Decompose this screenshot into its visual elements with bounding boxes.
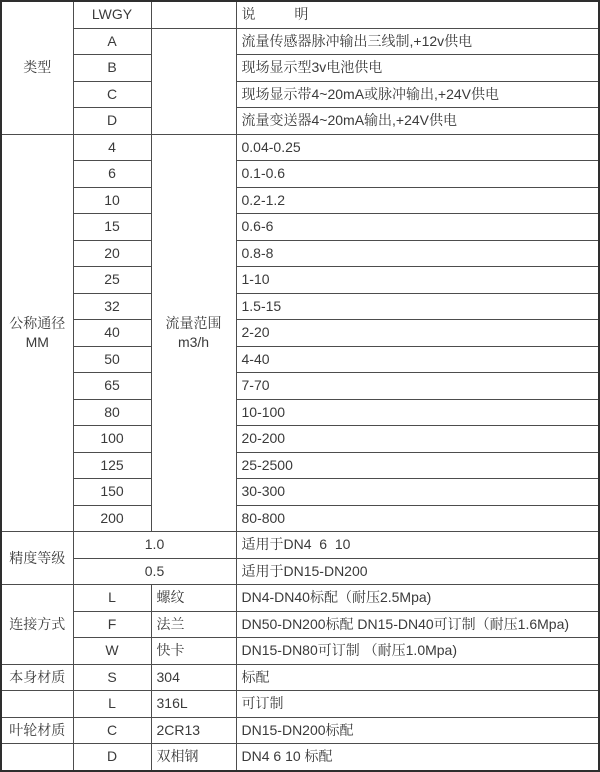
table-row — [1, 28, 599, 55]
table-row — [1, 532, 599, 559]
table-row — [1, 214, 599, 241]
dn-size-cell: 150 — [73, 479, 151, 506]
dn-size-cell: 80 — [73, 399, 151, 426]
table-row — [1, 426, 599, 453]
connection-code-cell: W — [73, 638, 151, 665]
flow-range-cell: 20-200 — [236, 426, 599, 453]
accuracy-grade-cell: 0.5 — [73, 558, 236, 585]
dn-size-cell: 65 — [73, 373, 151, 400]
table-row — [1, 161, 599, 188]
dn-size-cell: 32 — [73, 293, 151, 320]
dn-size-cell: 50 — [73, 346, 151, 373]
table-row — [1, 744, 599, 771]
table-row — [1, 638, 599, 665]
flow-range-cell: 0.8-8 — [236, 240, 599, 267]
empty-cell — [1, 691, 73, 718]
accuracy-section-label: 精度等级 — [1, 532, 73, 585]
impeller-material-label: 叶轮材质 — [1, 717, 73, 744]
dn-size-cell: 4 — [73, 134, 151, 161]
table-row — [1, 293, 599, 320]
body-material-label: 本身材质 — [1, 664, 73, 691]
table-row — [1, 320, 599, 347]
material-desc-cell: DN15-DN200标配 — [236, 717, 599, 744]
flow-range-cell: 1.5-15 — [236, 293, 599, 320]
connection-name-cell: 螺纹 — [151, 585, 236, 612]
connection-code-cell: F — [73, 611, 151, 638]
table-row — [1, 108, 599, 135]
type-section-label: 类型 — [1, 1, 73, 134]
type-desc-cell: 流量传感器脉冲输出三线制,+12v供电 — [236, 28, 599, 55]
type-code-cell: D — [73, 108, 151, 135]
table-row — [1, 240, 599, 267]
flow-range-cell: 0.6-6 — [236, 214, 599, 241]
table-row — [1, 373, 599, 400]
accuracy-desc-cell: 适用于DN15-DN200 — [236, 558, 599, 585]
diameter-section-label — [1, 134, 73, 532]
table-row — [1, 611, 599, 638]
material-desc-cell: 标配 — [236, 664, 599, 691]
dn-size-cell: 25 — [73, 267, 151, 294]
accuracy-grade-cell: 1.0 — [73, 532, 236, 559]
connection-name-cell: 法兰 — [151, 611, 236, 638]
empty-cell — [151, 1, 236, 28]
table-row — [1, 479, 599, 506]
material-name-cell: 2CR13 — [151, 717, 236, 744]
table-row — [1, 585, 599, 612]
dn-size-cell: 125 — [73, 452, 151, 479]
flow-range-cell: 0.2-1.2 — [236, 187, 599, 214]
flow-range-cell: 80-800 — [236, 505, 599, 532]
connection-name-cell: 快卡 — [151, 638, 236, 665]
table-row — [1, 558, 599, 585]
type-code-cell: B — [73, 55, 151, 82]
accuracy-desc-cell: 适用于DN4 6 10 — [236, 532, 599, 559]
material-code-cell: L — [73, 691, 151, 718]
connection-section-label: 连接方式 — [1, 585, 73, 665]
table-row — [1, 346, 599, 373]
material-name-cell: 304 — [151, 664, 236, 691]
type-code-cell: C — [73, 81, 151, 108]
flow-range-cell: 0.04-0.25 — [236, 134, 599, 161]
type-desc-cell: 流量变送器4~20mA输出,+24V供电 — [236, 108, 599, 135]
table-row — [1, 1, 599, 28]
dn-size-cell: 20 — [73, 240, 151, 267]
description-header: 说 明 — [236, 1, 599, 28]
diameter-label-line1: 公称通径 — [9, 314, 66, 331]
flow-range-cell: 10-100 — [236, 399, 599, 426]
table-row — [1, 399, 599, 426]
model-code-header: LWGY — [73, 1, 151, 28]
material-code-cell: S — [73, 664, 151, 691]
table-row — [1, 134, 599, 161]
dn-size-cell: 100 — [73, 426, 151, 453]
flow-range-cell: 1-10 — [236, 267, 599, 294]
connection-desc-cell: DN15-DN80可订制 （耐压1.0Mpa) — [236, 638, 599, 665]
dn-size-cell: 200 — [73, 505, 151, 532]
connection-code-cell: L — [73, 585, 151, 612]
table-row — [1, 505, 599, 532]
flow-range-cell: 25-2500 — [236, 452, 599, 479]
table-row — [1, 267, 599, 294]
diameter-label-line2: MM — [25, 333, 49, 350]
type-desc-cell: 现场显示带4~20mA或脉冲输出,+24V供电 — [236, 81, 599, 108]
flow-range-cell: 4-40 — [236, 346, 599, 373]
material-desc-cell: DN4 6 10 标配 — [236, 744, 599, 771]
table-row — [1, 691, 599, 718]
table-row — [1, 55, 599, 82]
dn-size-cell: 6 — [73, 161, 151, 188]
table-row — [1, 717, 599, 744]
flow-range-label-line1: 流量范围 — [165, 314, 222, 331]
type-desc-cell: 现场显示型3v电池供电 — [236, 55, 599, 82]
flow-range-label-line2: m3/h — [177, 333, 210, 350]
table-row — [1, 452, 599, 479]
empty-cell — [1, 744, 73, 771]
material-name-cell: 316L — [151, 691, 236, 718]
empty-cell — [151, 28, 236, 134]
flow-range-cell: 0.1-0.6 — [236, 161, 599, 188]
dn-size-cell: 15 — [73, 214, 151, 241]
table-row — [1, 187, 599, 214]
connection-desc-cell: DN4-DN40标配（耐压2.5Mpa) — [236, 585, 599, 612]
material-name-cell: 双相钢 — [151, 744, 236, 771]
material-code-cell: D — [73, 744, 151, 771]
type-code-cell: A — [73, 28, 151, 55]
flow-range-cell: 2-20 — [236, 320, 599, 347]
connection-desc-cell: DN50-DN200标配 DN15-DN40可订制（耐压1.6Mpa) — [236, 611, 599, 638]
table-row — [1, 664, 599, 691]
material-desc-cell: 可订制 — [236, 691, 599, 718]
material-code-cell: C — [73, 717, 151, 744]
flow-range-cell: 7-70 — [236, 373, 599, 400]
flow-range-label — [151, 134, 236, 532]
table-row — [1, 81, 599, 108]
dn-size-cell: 10 — [73, 187, 151, 214]
dn-size-cell: 40 — [73, 320, 151, 347]
flow-range-cell: 30-300 — [236, 479, 599, 506]
